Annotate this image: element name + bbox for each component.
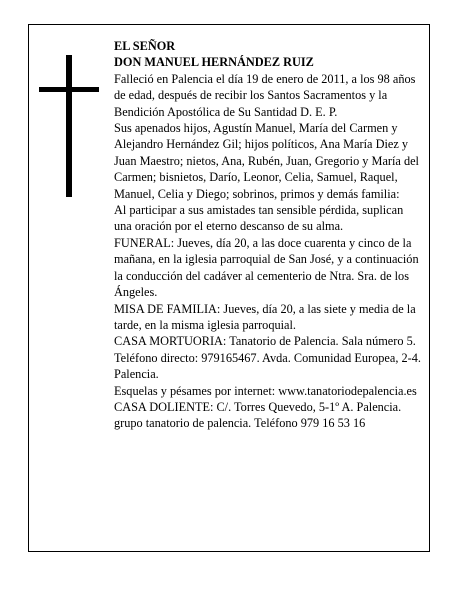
heading-title: EL SEÑOR	[114, 39, 176, 53]
cross-icon	[39, 55, 99, 197]
paragraph-death-announcement: Falleció en Palencia el día 19 de enero de 2011, a los 98 años de edad, después de recibir los Santos Sacramentos y la Bendición Apostólica de Su Santidad D. E. P.	[114, 71, 416, 119]
paragraph-family: Sus apenados hijos, Agustín Manuel, María del Carmen y Alejandro Hernández Gil; hijos políticos, Ana María Diez y Juan Maestro; nietos, Ana, Rubén, Juan, Gregorio y María del Carmen; bisnietos, Darío, Leonor, Celia, Samuel, Raquel, Manuel, Celia y Diego; sobrinos, primos y demás familia:	[114, 121, 419, 201]
heading-deceased-name: DON MANUEL HERNÁNDEZ RUIZ	[114, 55, 314, 70]
paragraph-online-condolences: Esquelas y pésames por internet: www.tanatoriodepalencia.es	[114, 383, 417, 398]
cross-horizontal-bar	[39, 87, 99, 92]
paragraph-prayer-request: Al participar a sus amistades tan sensible pérdida, suplican una oración por el eterno descanso de su alma.	[114, 203, 404, 234]
paragraph-family-mass: MISA DE FAMILIA: Jueves, día 20, a las siete y media de la tarde, en la misma iglesia parroquial.	[114, 301, 416, 332]
paragraph-group-contact: grupo tanatorio de palencia. Teléfono 979 16 53 16	[114, 416, 366, 431]
paragraph-funeral: FUNERAL: Jueves, día 20, a las doce cuarenta y cinco de la mañana, en la iglesia parroquial de San José, y a continuación la conducción del cadáver al cementerio de Ntra. Sra. de los Ángeles.	[114, 235, 419, 300]
cross-vertical-bar	[66, 55, 72, 197]
obituary-text	[114, 38, 424, 432]
paragraph-funeral-home: CASA MORTUORIA: Tanatorio de Palencia. Sala número 5. Teléfono directo: 979165467. Avda. Comunidad Europea, 2-4. Palencia.	[114, 334, 421, 382]
paragraph-grieving-house: CASA DOLIENTE: C/. Torres Quevedo, 5-1º A. Palencia.	[114, 399, 402, 414]
